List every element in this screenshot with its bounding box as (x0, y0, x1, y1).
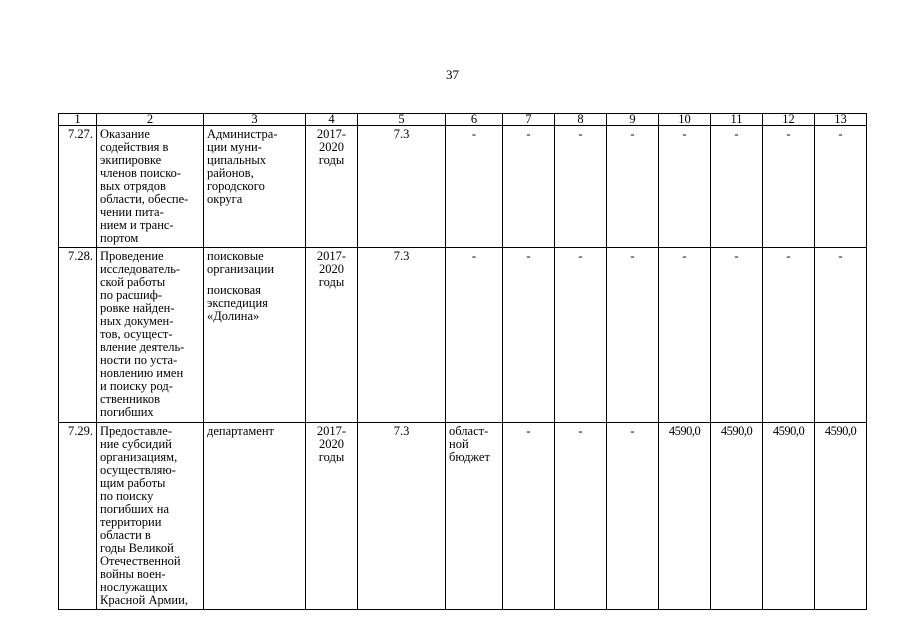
text-line: погибших (100, 405, 154, 419)
text-line: погибших на (100, 502, 170, 516)
value-cell: - (607, 248, 659, 423)
value-cell: - (711, 248, 763, 423)
text-line: 2020 (319, 437, 344, 451)
text-line: ных докумен- (100, 314, 174, 328)
text-line: по расшиф- (100, 288, 162, 302)
value-cell: - (659, 126, 711, 248)
text-line: экипировке (100, 153, 162, 167)
text-line: портом (100, 231, 139, 245)
text-line: организациям, (100, 450, 178, 464)
value-cell: - (555, 126, 607, 248)
column-header: 8 (555, 114, 607, 126)
text-line: осуществляю- (100, 463, 176, 477)
text-line: ции муни- (207, 140, 262, 154)
text-line: области в (100, 528, 151, 542)
column-header: 10 (659, 114, 711, 126)
row-number: 7.27. (59, 126, 97, 248)
value-cell: 4590,0 (763, 423, 815, 610)
row-number: 7.29. (59, 423, 97, 610)
text-line: Отечественной (100, 554, 181, 568)
text-line: Красной Армии, (100, 593, 188, 607)
text-line: Оказание (100, 127, 150, 141)
text-line: членов поиско- (100, 166, 182, 180)
text-line: экспедиция (207, 296, 268, 310)
text-line: Проведение (100, 249, 164, 263)
text-line: 2017- (316, 127, 347, 141)
column-header: 7 (503, 114, 555, 126)
text-line: войны воен- (100, 567, 166, 581)
text-line: 2020 (319, 140, 344, 154)
text-line: щим работы (100, 476, 166, 490)
value-cell: - (763, 126, 815, 248)
value-cell: 4590,0 (815, 423, 867, 610)
funding-source: - (446, 248, 503, 423)
text-line: тов, осущест- (100, 327, 173, 341)
value-cell: - (607, 423, 659, 610)
funding-source: - (446, 126, 503, 248)
value-cell: - (711, 126, 763, 248)
text-line: ципальных (207, 153, 267, 167)
text-line: 2020 (319, 262, 344, 276)
text-line: по поиску (100, 489, 154, 503)
text-line: ние субсидий (100, 437, 172, 451)
text-line: ственников (100, 392, 161, 406)
column-header: 4 (306, 114, 358, 126)
column-header: 1 (59, 114, 97, 126)
code: 7.3 (358, 248, 446, 423)
budget-table (58, 113, 867, 610)
text-line: содействия в (100, 140, 169, 154)
funding-source (446, 423, 503, 610)
text-line: поисковая (207, 283, 261, 297)
text-line: организации (207, 262, 275, 276)
text-line: ности по уста- (100, 353, 178, 367)
text-line: департамент (207, 424, 275, 438)
code: 7.3 (358, 126, 446, 248)
text-line: ской работы (100, 275, 166, 289)
text-line: территории (100, 515, 162, 529)
column-header: 2 (97, 114, 204, 126)
measure-description (97, 423, 204, 610)
value-cell: - (659, 248, 711, 423)
period (306, 248, 358, 423)
text-line: 2017- (316, 249, 347, 263)
page-number: 37 (446, 67, 459, 82)
column-header: 6 (446, 114, 503, 126)
column-header: 13 (815, 114, 867, 126)
value-cell: 4590,0 (711, 423, 763, 610)
table-row (59, 423, 867, 610)
text-line: округа (207, 192, 243, 206)
row-number: 7.28. (59, 248, 97, 423)
text-line: «Долина» (207, 309, 260, 323)
column-header: 12 (763, 114, 815, 126)
text-line: годы (318, 153, 345, 167)
text-line: ровке найден- (100, 301, 175, 315)
executor (204, 126, 306, 248)
code: 7.3 (358, 423, 446, 610)
value-cell: - (503, 248, 555, 423)
text-line: годы Великой (100, 541, 174, 555)
value-cell: - (503, 126, 555, 248)
text-line: и поиску род- (100, 379, 173, 393)
text-line: поисковые (207, 249, 264, 263)
value-cell: 4590,0 (659, 423, 711, 610)
measure-description (97, 248, 204, 423)
text-line: новлению имен (100, 366, 184, 380)
text-line: 2017- (316, 424, 347, 438)
column-header: 11 (711, 114, 763, 126)
text-line: исследователь- (100, 262, 181, 276)
value-cell: - (555, 423, 607, 610)
text-line: Администра- (207, 127, 278, 141)
text-line: вых отрядов (100, 179, 166, 193)
executor (204, 248, 306, 423)
value-cell: - (503, 423, 555, 610)
column-header: 3 (204, 114, 306, 126)
period (306, 126, 358, 248)
period (306, 423, 358, 610)
text-line: нослужащих (100, 580, 168, 594)
measure-description (97, 126, 204, 248)
value-cell: - (815, 248, 867, 423)
table-row (59, 248, 867, 423)
text-line: области, обеспе- (100, 192, 189, 206)
text-line: вление деятель- (100, 340, 185, 354)
executor (204, 423, 306, 610)
text-line: городского (207, 179, 265, 193)
value-cell: - (815, 126, 867, 248)
text-line: годы (318, 450, 345, 464)
value-cell: - (555, 248, 607, 423)
column-header: 9 (607, 114, 659, 126)
text-line: Предоставле- (100, 424, 172, 438)
text-line: област- (449, 424, 489, 438)
text-line: нием и транс- (100, 218, 174, 232)
value-cell: - (607, 126, 659, 248)
text-line: ной (449, 437, 469, 451)
text-line: чении пита- (100, 205, 164, 219)
column-header: 5 (358, 114, 446, 126)
text-line: годы (318, 275, 345, 289)
table-row (59, 126, 867, 248)
text-line: районов, (207, 166, 254, 180)
text-line: бюджет (449, 450, 490, 464)
value-cell: - (763, 248, 815, 423)
header-row (59, 114, 867, 126)
